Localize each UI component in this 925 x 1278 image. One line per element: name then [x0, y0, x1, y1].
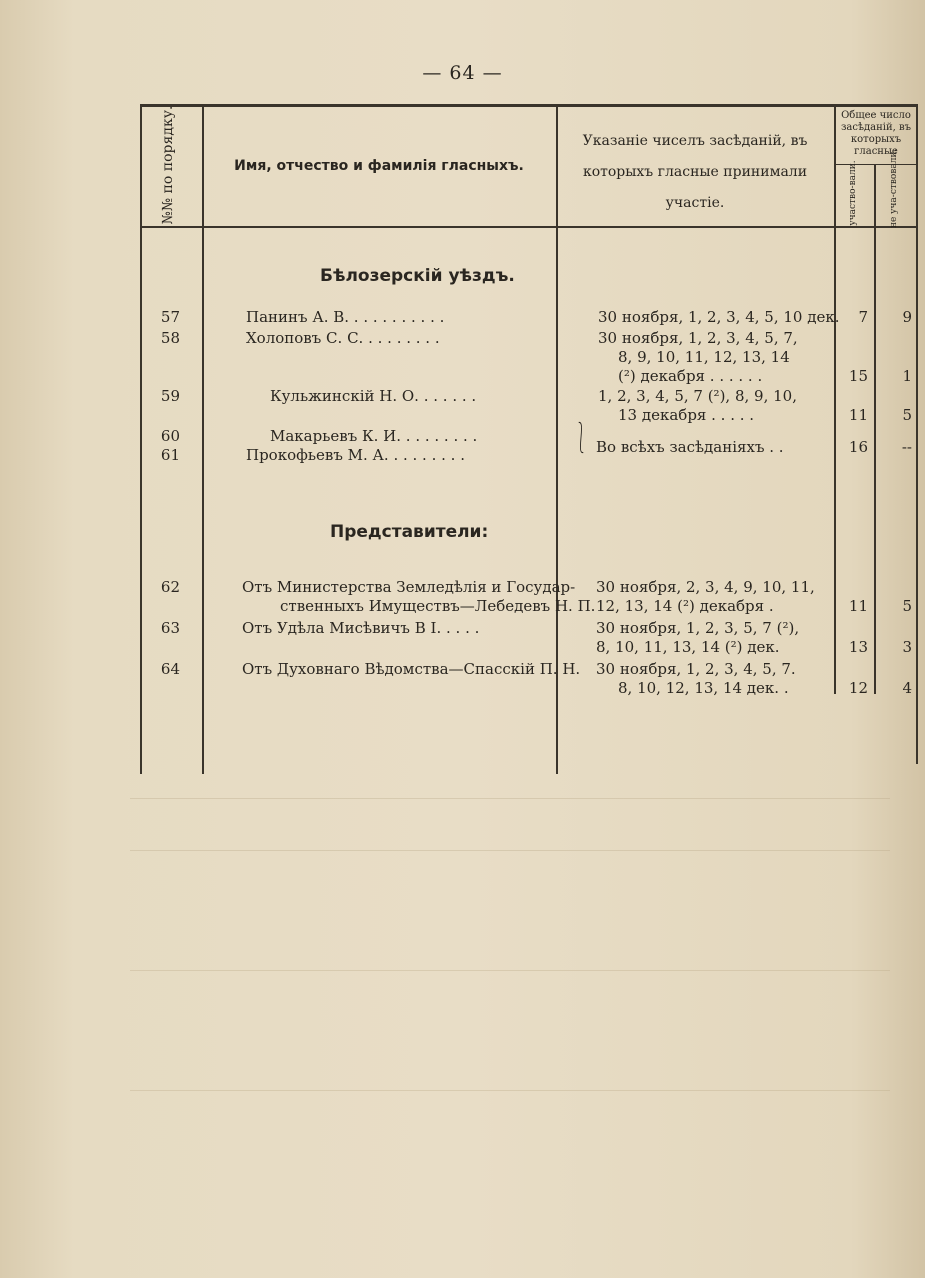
header-col-number: №№ по порядку.	[160, 105, 176, 225]
row-attended: 11	[848, 597, 868, 615]
page-number: — 64 —	[422, 62, 503, 84]
row-name: Кульжинскій Н. О. . . . . . .	[270, 387, 477, 405]
row-number: 62	[160, 578, 180, 596]
row-attended: 13	[848, 638, 868, 656]
row-absent: 5	[902, 406, 912, 424]
header-col-attended: участво-вали.	[848, 160, 858, 226]
row-absent: 1	[902, 367, 912, 385]
table	[140, 104, 918, 774]
section-title: Бѣлозерскій уѣздъ.	[320, 266, 515, 286]
row-dates: 30 ноября, 1, 2, 3, 4, 5, 7,	[598, 329, 798, 347]
row-absent: 9	[902, 308, 912, 326]
row-dates: 8, 9, 10, 11, 12, 13, 14	[618, 348, 790, 366]
row-number: 59	[160, 387, 180, 405]
row-dates: 8, 10, 11, 13, 14 (²) дек.	[596, 638, 780, 656]
row-name: Отъ Министерства Земледѣлія и Государ-	[242, 578, 576, 596]
row-attended: 7	[858, 308, 868, 326]
row-attended: 16	[848, 438, 868, 456]
row-number: 63	[160, 619, 180, 637]
row-dates: 30 ноября, 2, 3, 4, 9, 10, 11,	[596, 578, 815, 596]
row-name: Холоповъ С. С. . . . . . . . .	[246, 329, 440, 347]
row-dates: 1, 2, 3, 4, 5, 7 (²), 8, 9, 10,	[598, 387, 797, 405]
row-name: ственныхъ Имуществъ—Лебедевъ Н. П.	[280, 597, 596, 615]
header-col-total: Общее число засѣданій, въ которыхъ гласные	[840, 110, 912, 157]
row-number: 57	[160, 308, 180, 326]
row-number: 61	[160, 446, 180, 464]
row-name: Отъ Духовнаго Вѣдомства—Спасскій П. Н.	[242, 660, 581, 678]
row-absent: 3	[902, 638, 912, 656]
row-dates: 13 декабря . . . . .	[618, 406, 755, 424]
header-col-dates: Указаніе чиселъ засѣданій, въ которыхъ гласные принимали участіе.	[582, 133, 808, 211]
row-dates: Во всѣхъ засѣданіяхъ . .	[596, 438, 784, 456]
row-dates: (²) декабря . . . . . .	[618, 367, 763, 385]
row-dates: 30 ноября, 1, 2, 3, 5, 7 (²),	[596, 619, 800, 637]
row-attended: 12	[848, 679, 868, 697]
row-absent: 5	[902, 597, 912, 615]
row-dates: 30 ноября, 1, 2, 3, 4, 5, 7.	[596, 660, 796, 678]
row-dates: 12, 13, 14 (²) декабря .	[596, 597, 774, 615]
row-name: Макарьевъ К. И. . . . . . . . .	[270, 427, 478, 445]
row-dates: 8, 10, 12, 13, 14 дек. .	[618, 679, 789, 697]
row-attended: 11	[848, 406, 868, 424]
row-name: Отъ Удѣла Мисѣвичъ В І. . . . .	[242, 619, 480, 637]
row-attended: 15	[848, 367, 868, 385]
row-absent: 4	[902, 679, 912, 697]
header-col-name: Имя, отчество и фамилія гласныхъ.	[234, 158, 524, 174]
header-col-absent: не уча-ствовали.	[889, 148, 899, 228]
row-number: 60	[160, 427, 180, 445]
row-number: 64	[160, 660, 180, 678]
row-absent: --	[901, 438, 912, 456]
row-dates: 30 ноября, 1, 2, 3, 4, 5, 10 дек.	[598, 308, 840, 326]
row-number: 58	[160, 329, 180, 347]
brace: ⎱	[575, 421, 587, 456]
row-name: Прокофьевъ М. А. . . . . . . . .	[246, 446, 465, 464]
section-title: Представители:	[330, 522, 489, 542]
bleed-through	[130, 790, 910, 1130]
row-name: Панинъ А. В. . . . . . . . . . .	[246, 308, 445, 326]
